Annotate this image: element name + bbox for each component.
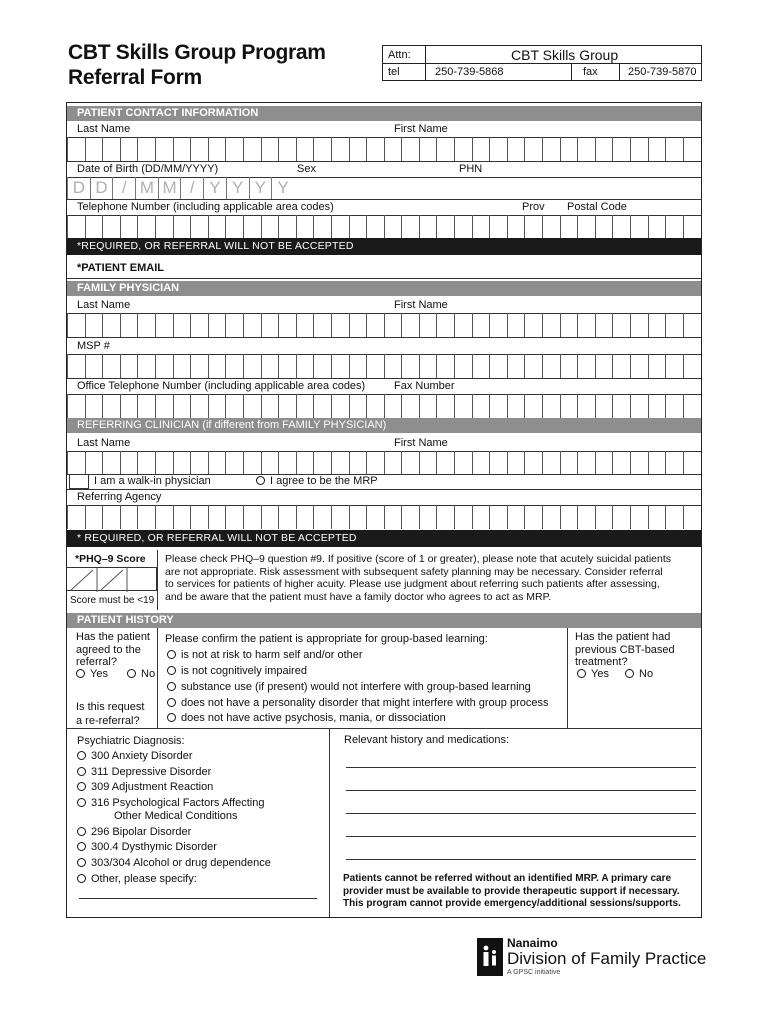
walk-in-label: I am a walk-in physician (94, 475, 211, 487)
diagnosis-radio-8[interactable] (77, 874, 86, 883)
criteria-1[interactable] (167, 649, 363, 661)
prov-label: Prov (522, 201, 545, 213)
previous-yes-option[interactable] (577, 668, 609, 680)
diagnosis-radio-1[interactable] (77, 751, 86, 760)
fax-value: 250-739-5870 (628, 66, 697, 78)
diagnosis-label-1: 300 Anxiety Disorder (91, 750, 193, 762)
diagnosis-radio-3[interactable] (77, 782, 86, 791)
dob-label: Date of Birth (DD/MM/YYYY) (77, 163, 219, 175)
recipient-box (382, 45, 702, 81)
patient-last-name-label: Last Name (77, 123, 131, 135)
other-specify-line[interactable] (79, 898, 317, 899)
diagnosis-label-8: Other, please specify: (91, 873, 197, 885)
history-line-5[interactable] (346, 859, 696, 860)
phq-score-field[interactable] (67, 567, 157, 591)
referring-clinician-header: REFERRING CLINICIAN (if different from FAMILY PHYSICIAN) (67, 418, 701, 433)
phq-label: *PHQ–9 Score (75, 553, 146, 565)
fax-number-label: Fax Number (394, 380, 455, 392)
telephone-field[interactable] (67, 215, 700, 239)
postal-code-label: Postal Code (567, 201, 627, 213)
logo-line1: Nanaimo (507, 936, 558, 950)
criteria-5[interactable] (167, 712, 446, 724)
dob-field[interactable]: D D / M M / Y Y Y Y (67, 177, 294, 199)
fp-last-name-label: Last Name (77, 299, 131, 311)
agreed-no-label: No (141, 668, 156, 680)
patient-history-header: PATIENT HISTORY (67, 613, 701, 628)
fp-first-name-label: First Name (394, 299, 448, 311)
form-title-line1: CBT Skills Group Program (68, 41, 326, 64)
logo-line2: Division of Family Practice (507, 949, 707, 968)
logo-line3: A GPSC initiative (507, 969, 561, 976)
diagnosis-option-7[interactable] (77, 857, 271, 869)
mrp-notice: Patients cannot be referred without an identified MRP. A primary care provider must be available to provide therapeutic support if necessary. This program cannot provide emergency/additional sessions/supports. (343, 873, 681, 909)
fp-name-field[interactable] (67, 313, 700, 337)
agreed-no-option[interactable] (127, 668, 155, 680)
criteria-3[interactable] (167, 681, 531, 693)
diagnosis-label-2: 311 Depressive Disorder (91, 766, 212, 778)
diagnosis-label-4: 316 Psychological Factors Affecting (91, 797, 265, 809)
criteria-3-radio[interactable] (167, 682, 176, 691)
referral-form (66, 102, 702, 918)
mrp-label: I agree to be the MRP (270, 475, 378, 487)
previous-no-option[interactable] (625, 668, 653, 680)
phn-label: PHN (459, 163, 483, 175)
diagnosis-label-6: 300.4 Dysthymic Disorder (91, 841, 217, 853)
division-logo-icon (477, 938, 503, 976)
history-line-2[interactable] (346, 790, 696, 791)
diagnosis-option-5[interactable] (77, 826, 191, 838)
msp-label: MSP # (77, 340, 110, 352)
patient-first-name-label: First Name (394, 123, 448, 135)
confirm-intro: Please confirm the patient is appropriate for group-based learning: (165, 633, 488, 645)
history-line-4[interactable] (346, 836, 696, 837)
msp-field[interactable] (67, 354, 700, 378)
diagnosis-option-8[interactable] (77, 873, 197, 885)
patient-contact-header: PATIENT CONTACT INFORMATION (67, 106, 701, 121)
diagnosis-label-5: 296 Bipolar Disorder (91, 826, 192, 838)
phq-instructions: Please check PHQ–9 question #9. If positive (score of 1 or greater), please note that acutely suicidal patients are not appropriate. Risk assessment with subsequent safety planning may be necessary. Consider referral to services for patients of higher acuity. Please use judgment about referring such patients after assessing, and be aware that the patient must have a family doctor who agrees to act as MRP. (165, 553, 672, 603)
referring-agency-label: Referring Agency (77, 491, 162, 503)
diagnosis-label-3: 309 Adjustment Reaction (91, 781, 214, 793)
office-phone-field[interactable] (67, 394, 700, 418)
phq-note: Score must be <19 (70, 595, 155, 606)
rc-last-name-label: Last Name (77, 437, 131, 449)
mrp-radio[interactable] (256, 476, 265, 485)
form-title-line2: Referral Form (68, 66, 202, 89)
required-banner-2: * REQUIRED, OR REFERRAL WILL NOT BE ACCEPTED (67, 530, 701, 547)
criteria-4-label: does not have a personality disorder that might interfere with group process (181, 697, 549, 709)
criteria-1-label: is not at risk to harm self and/or other (181, 649, 363, 661)
patient-last-name-field[interactable] (67, 137, 700, 161)
tel-value: 250-739-5868 (435, 66, 504, 78)
referring-agency-field[interactable] (67, 505, 700, 529)
criteria-3-label: substance use (if present) would not interfere with group-based learning (181, 681, 531, 693)
diagnosis-option-6[interactable] (77, 841, 217, 853)
criteria-2-label: is not cognitively impaired (181, 665, 307, 677)
criteria-5-radio[interactable] (167, 713, 176, 722)
previous-no-radio[interactable] (625, 669, 634, 678)
office-phone-label: Office Telephone Number (including applicable area codes) (77, 380, 366, 392)
history-line-3[interactable] (346, 813, 696, 814)
diagnosis-option-2[interactable] (77, 766, 211, 778)
rc-first-name-label: First Name (394, 437, 448, 449)
tel-label: tel (388, 66, 400, 78)
diagnosis-radio-4[interactable] (77, 798, 86, 807)
attn-label: Attn: (388, 49, 411, 61)
family-physician-header: FAMILY PHYSICIAN (67, 281, 701, 296)
previous-yes-label: Yes (591, 668, 609, 680)
previous-yes-radio[interactable] (577, 669, 586, 678)
history-label: Relevant history and medications: (344, 734, 510, 746)
walk-in-checkbox[interactable] (69, 474, 89, 489)
required-banner-1: *REQUIRED, OR REFERRAL WILL NOT BE ACCEPTED (67, 238, 701, 255)
criteria-5-label: does not have active psychosis, mania, or dissociation (181, 712, 446, 724)
criteria-1-radio[interactable] (167, 650, 176, 659)
attn-value: CBT Skills Group (511, 47, 619, 63)
rereferral-question: Is this request a re-referral? (76, 701, 145, 727)
sex-label: Sex (297, 163, 316, 175)
previous-question: Has the patient had previous CBT-based treatment? (575, 631, 675, 668)
diagnosis-radio-6[interactable] (77, 842, 86, 851)
agreed-yes-label: Yes (90, 668, 108, 680)
rc-name-field[interactable] (67, 451, 700, 475)
diagnosis-radio-5[interactable] (77, 827, 86, 836)
diagnosis-option-1[interactable] (77, 750, 193, 762)
agreed-question: Has the patient agreed to the referral? (76, 631, 150, 668)
diagnosis-radio-2[interactable] (77, 767, 86, 776)
criteria-2-radio[interactable] (167, 666, 176, 675)
history-line-1[interactable] (346, 767, 696, 768)
diagnosis-continuation: Other Medical Conditions (114, 810, 238, 822)
agreed-yes-radio[interactable] (76, 669, 85, 678)
criteria-4[interactable] (167, 697, 548, 709)
previous-no-label: No (639, 668, 654, 680)
diagnosis-option-3[interactable] (77, 781, 213, 793)
criteria-4-radio[interactable] (167, 698, 176, 707)
agreed-no-radio[interactable] (127, 669, 136, 678)
diagnosis-label: Psychiatric Diagnosis: (77, 735, 185, 747)
diagnosis-option-4[interactable] (77, 797, 264, 809)
form-title (68, 40, 326, 90)
criteria-2[interactable] (167, 665, 307, 677)
fax-label: fax (583, 66, 598, 78)
agreed-yes-option[interactable] (76, 668, 108, 680)
patient-email-label: *PATIENT EMAIL (77, 262, 164, 274)
diagnosis-label-7: 303/304 Alcohol or drug dependence (91, 857, 271, 869)
diagnosis-radio-7[interactable] (77, 858, 86, 867)
telephone-label: Telephone Number (including applicable area codes) (77, 201, 334, 213)
mrp-option[interactable] (256, 475, 378, 487)
